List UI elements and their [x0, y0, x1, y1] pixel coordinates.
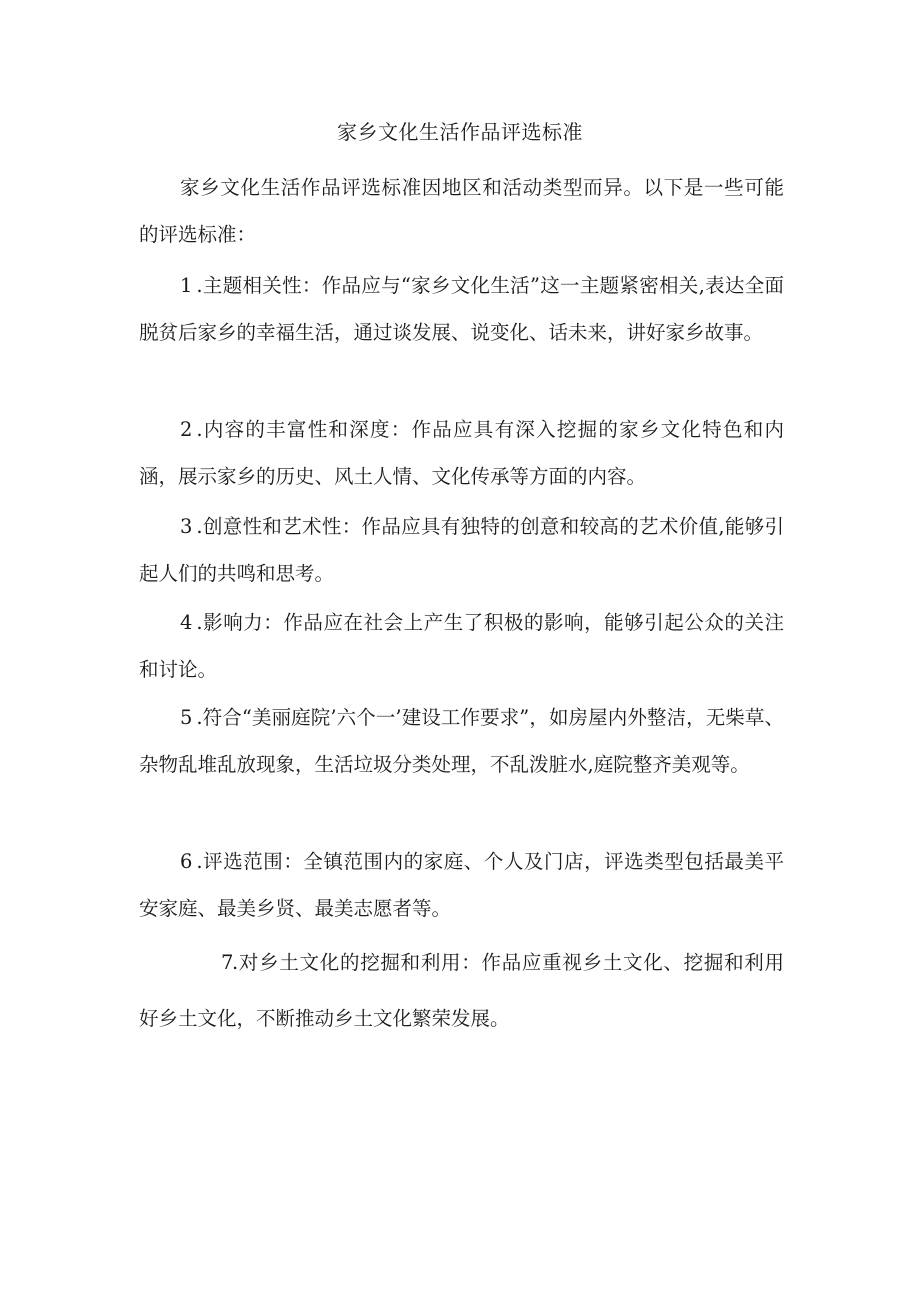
criterion-item-3: [139, 503, 784, 597]
criterion-item-1: [139, 262, 784, 356]
item-number: 5: [180, 706, 193, 729]
intro-paragraph: 家乡文化生活作品评选标准因地区和活动类型而异。以下是一些可能的评选标准：: [139, 176, 784, 246]
criterion-item-6: [139, 838, 784, 932]
item-number: 1: [180, 274, 193, 297]
item-text: .影响力：作品应在社会上产生了积极的影响，能够引起公众的关注和讨论。: [139, 611, 784, 681]
item-text: .主题相关性：作品应与“家乡文化生活”这一主题紧密相关,表达全面脱贫后家乡的幸福生活，通过谈发展、说变化、话未来，讲好家乡故事。: [139, 274, 784, 344]
criterion-item-2: [139, 406, 784, 500]
item-text: .符合“美丽庭院’六个一’建设工作要求”，如房屋内外整洁，无柴草、杂物乱堆乱放现象，生活垃圾分类处理，不乱泼脏水,庭院整齐美观等。: [139, 706, 784, 776]
criterion-item-4: [139, 599, 784, 693]
document-title: 家乡文化生活作品评选标准: [337, 120, 583, 144]
item-number: 4: [180, 611, 193, 634]
item-number: 7: [221, 951, 234, 974]
item-text: .内容的丰富性和深度：作品应具有深入挖掘的家乡文化特色和内涵，展示家乡的历史、风土人情、文化传承等方面的内容。: [139, 418, 784, 488]
item-number: 3: [180, 515, 193, 538]
item-text: .评选范围：全镇范围内的家庭、个人及门店，评选类型包括最美平安家庭、最美乡贤、最美志愿者等。: [139, 850, 784, 920]
item-text: .对乡土文化的挖掘和利用：作品应重视乡土文化、挖掘和利用好乡土文化，不断推动乡土文化繁荣发展。: [139, 951, 784, 1030]
item-number: 2: [180, 418, 193, 441]
criterion-item-7: [139, 935, 784, 1047]
item-text: .创意性和艺术性：作品应具有独特的创意和较高的艺术价值,能够引起人们的共鸣和思考。: [139, 515, 784, 585]
item-number: 6: [180, 850, 193, 873]
criterion-item-5: [139, 694, 784, 788]
